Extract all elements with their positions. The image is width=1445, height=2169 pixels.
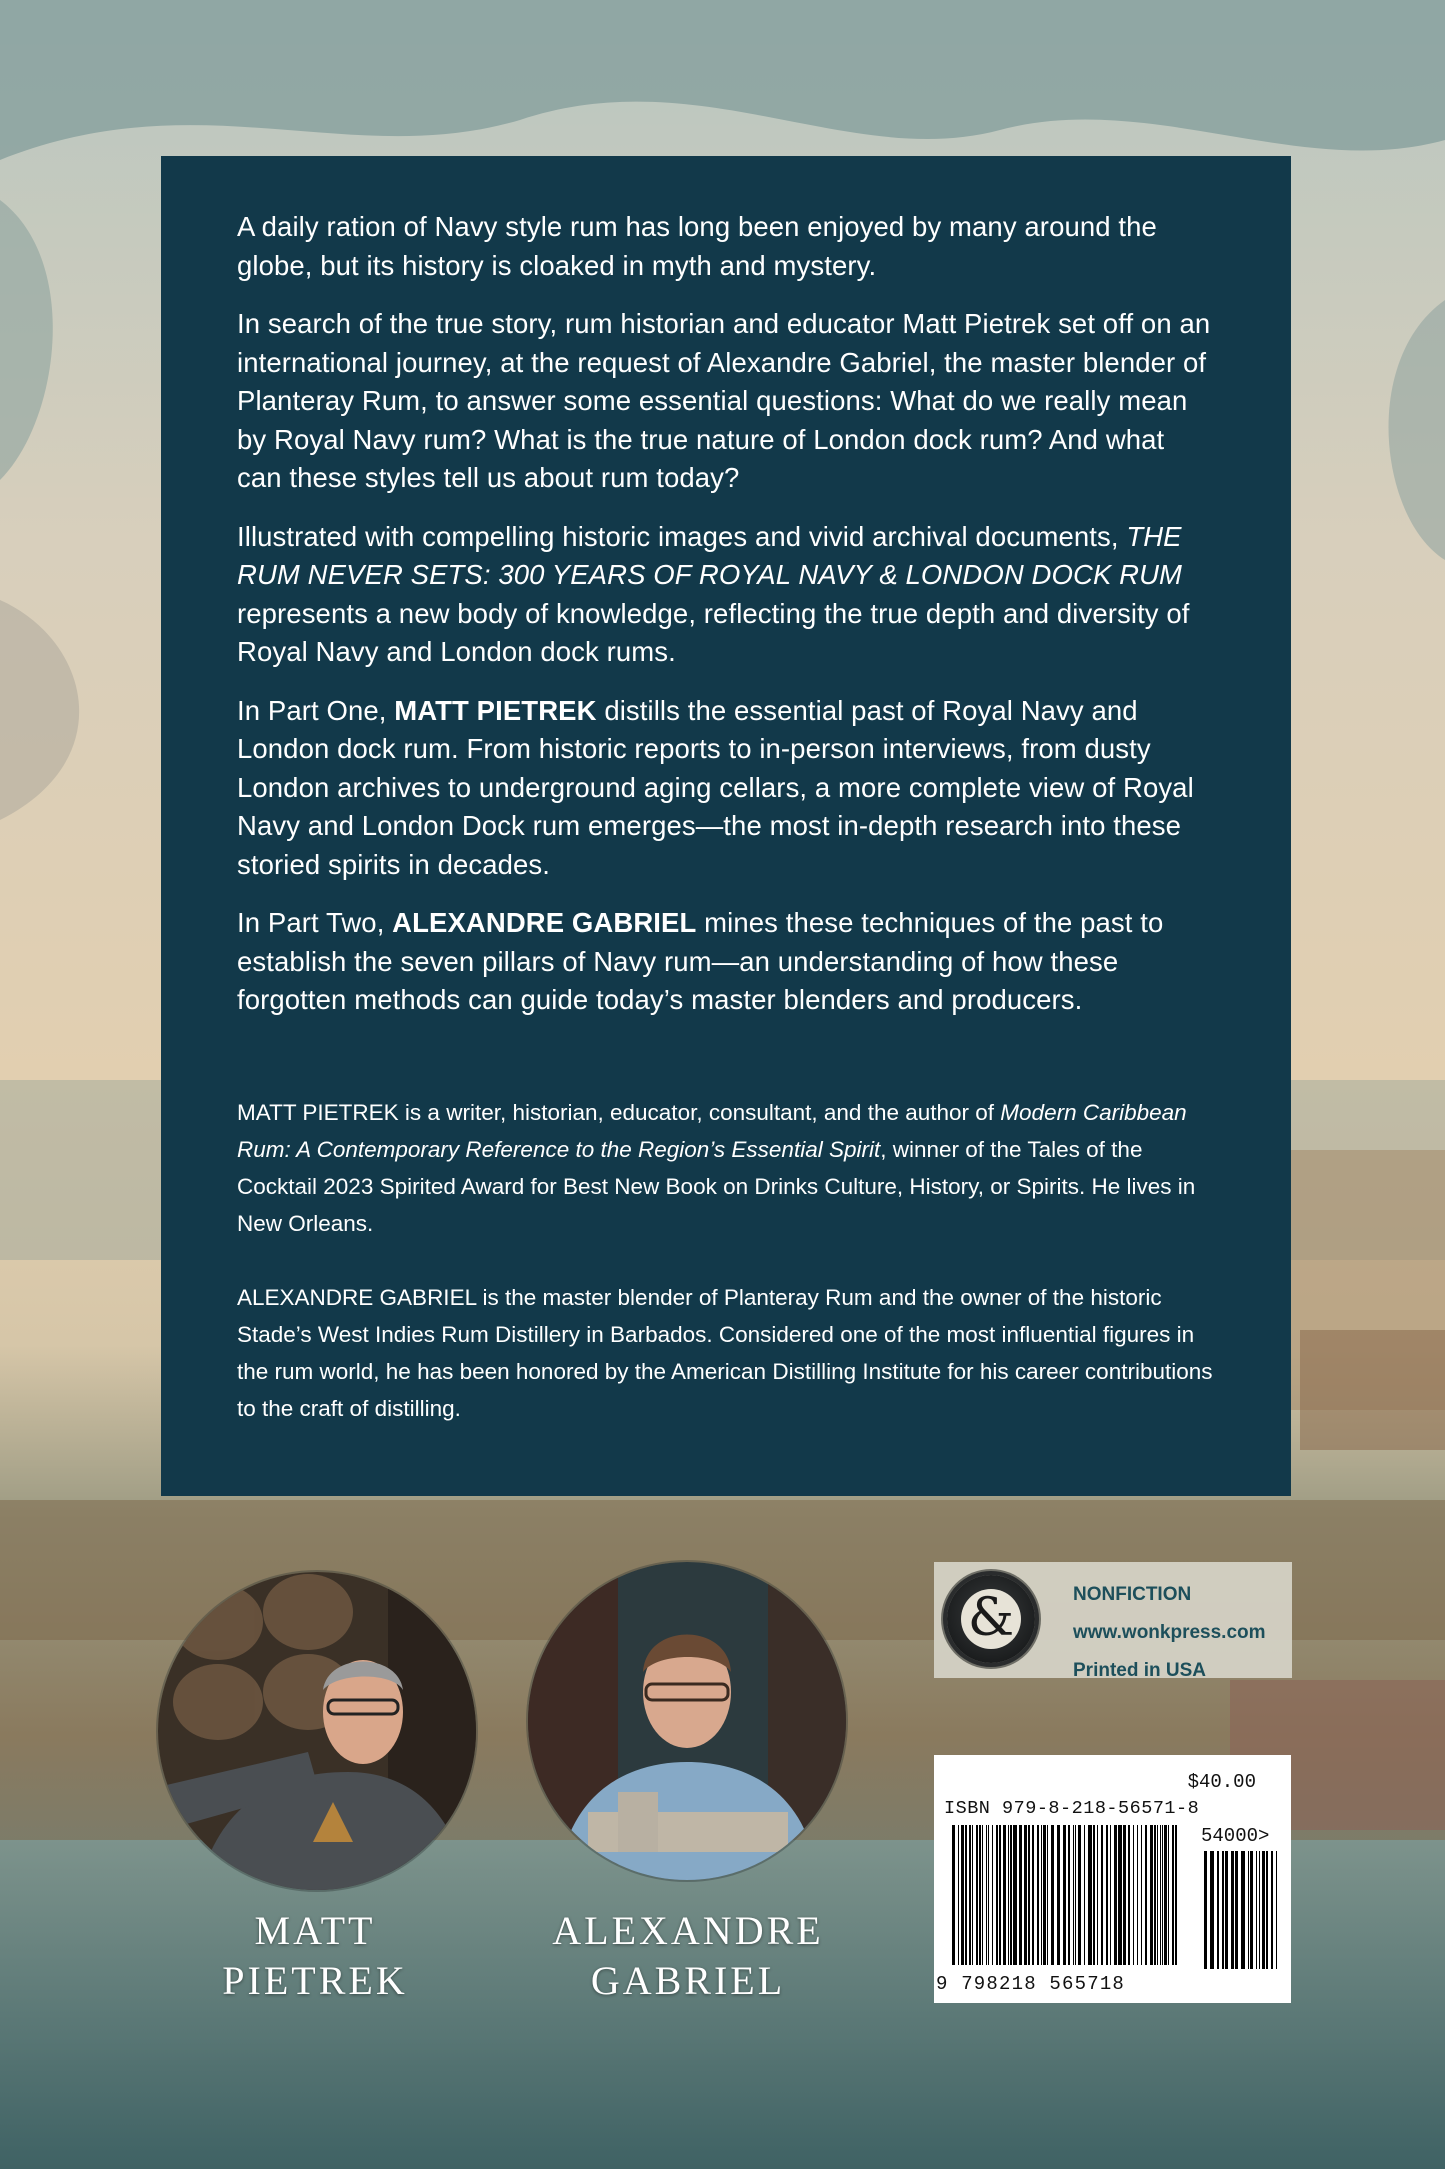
description-text-run: represents a new body of knowledge, reflecting the true depth and diversity of Royal Navy and London dock rums. xyxy=(237,597,1190,667)
barcode-bar xyxy=(1172,1825,1174,1965)
description-paragraph xyxy=(237,208,1214,285)
barcode-bar xyxy=(952,1825,955,1965)
description-text-run: In Part One, xyxy=(237,694,395,726)
barcode-bar xyxy=(1204,1851,1207,1969)
description-text-run: In search of the true story, rum historian and educator Matt Pietrek set off on an international journey, at the request of Alexandre Gabriel, the master blender of Planteray Rum, to answer some essential questions: What do we really mean by Royal Navy rum? What is the true nature of London dock rum? And what can these styles tell us about rum today? xyxy=(237,308,1211,493)
price: $40.00 xyxy=(1187,1771,1256,1793)
barcode-bar xyxy=(1266,1851,1268,1969)
price-addon-code: 54000> xyxy=(1201,1825,1270,1847)
barcode-bar xyxy=(999,1825,1001,1965)
barcode-bar xyxy=(1256,1851,1257,1969)
alexandre-gabriel-photo xyxy=(528,1562,846,1880)
ean-digits: 9 798218 565718 xyxy=(936,1973,1126,1995)
barcode-bar xyxy=(1248,1851,1249,1969)
barcode-bar xyxy=(1093,1825,1095,1965)
barcode-bar xyxy=(1008,1825,1009,1965)
addon-barcode xyxy=(1204,1851,1279,1975)
barcode-bar xyxy=(1231,1851,1234,1969)
barcode-bar xyxy=(1175,1825,1177,1965)
matt-pietrek-name xyxy=(160,1906,470,2006)
barcode-bar xyxy=(1106,1825,1108,1965)
barcode-bar xyxy=(1003,1825,1006,1965)
printed-label: Printed in USA xyxy=(1073,1660,1207,1681)
bio-paragraph xyxy=(237,1279,1214,1427)
description-text-run: MATT PIETREK xyxy=(394,694,597,726)
barcode-box xyxy=(934,1755,1291,2003)
author-bios xyxy=(237,1094,1214,1427)
bio-text-run: , winner of the Tales of the Cocktail 2023 Spirited Award for Best New Book on Drinks Culture, History, or Spirits. He lives in New Orleans. xyxy=(237,1136,1196,1236)
barcode-bar xyxy=(1114,1825,1117,1965)
barcode-bar xyxy=(961,1825,964,1965)
barcode-bar xyxy=(958,1825,959,1965)
barcode-bar xyxy=(1259,1851,1260,1969)
barcode-bar xyxy=(1137,1825,1138,1965)
barcode-bar xyxy=(1057,1825,1060,1965)
bio-paragraph xyxy=(237,1094,1214,1242)
barcode-bar xyxy=(1010,1825,1012,1965)
genre-label: NONFICTION xyxy=(1073,1584,1192,1605)
barcode-bar xyxy=(1013,1825,1017,1965)
publisher-website: www.wonkpress.com xyxy=(1073,1622,1266,1643)
description-text-run: mines these techniques of the past to establish the seven pillars of Navy rum—an understanding of how these forgotten methods can guide today’s master blenders and producers. xyxy=(237,907,1164,1015)
barcode-bar xyxy=(1084,1825,1085,1965)
barcode-bar xyxy=(1276,1851,1277,1969)
matt-pietrek-photo xyxy=(158,1572,476,1890)
barcode-bar xyxy=(1235,1851,1238,1969)
barcode-bar xyxy=(1162,1825,1163,1965)
logo-glyph: & xyxy=(967,1588,1015,1648)
book-description xyxy=(237,208,1214,1020)
barcode-bar xyxy=(976,1825,978,1965)
barcode-bar xyxy=(1241,1851,1245,1969)
barcode-bar xyxy=(1051,1825,1054,1965)
barcode-bar xyxy=(1118,1825,1122,1965)
barcode-bar xyxy=(1217,1851,1219,1969)
barcode-bar xyxy=(1043,1825,1046,1965)
barcode-bar xyxy=(1150,1825,1153,1965)
barcode-bar xyxy=(1157,1825,1158,1965)
barcode-bar xyxy=(1250,1851,1253,1969)
barcode-bar xyxy=(1101,1825,1103,1965)
publisher-box xyxy=(934,1562,1292,1681)
isbn-number: ISBN 979-8-218-56571-8 xyxy=(944,1798,1200,1819)
barcode-bar xyxy=(1019,1825,1022,1965)
barcode-bar xyxy=(1160,1825,1161,1965)
author-name-line: ALEXANDRE xyxy=(552,1908,824,1953)
barcode-bar xyxy=(1078,1825,1081,1965)
description-panel xyxy=(161,156,1291,1496)
barcode-bar xyxy=(972,1825,973,1965)
barcode-bar xyxy=(1037,1825,1039,1965)
bio-text-run: ALEXANDRE GABRIEL is the master blender of Planteray Rum and the owner of the historic Stade’s West Indies Rum Distillery in Barbados. Considered one of the most influential figures in the rum world, he has been honored by the American Distilling Institute for his career contributions to the craft of distilling. xyxy=(237,1284,1213,1421)
description-text-run: THE RUM NEVER SETS: 300 YEARS OF ROYAL NAVY & LONDON DOCK RUM xyxy=(237,520,1183,590)
author-name-line: GABRIEL xyxy=(590,1958,786,2003)
barcode-bar xyxy=(1063,1825,1066,1965)
barcode-bar xyxy=(979,1825,981,1965)
barcode-bar xyxy=(1222,1851,1224,1969)
barcode-bar xyxy=(965,1825,967,1965)
barcode-bar xyxy=(1128,1825,1130,1965)
barcode-bar xyxy=(1028,1825,1030,1965)
barcode-bar xyxy=(992,1825,993,1965)
barcode-bar xyxy=(1164,1825,1167,1965)
description-text-run: In Part Two, xyxy=(237,907,393,938)
description-text-run: distills the essential past of Royal Navy and London dock rum. From historic reports to in-person interviews, from dusty London archives to underground aging cellars, a more complete view of Royal Navy and London Dock rum emerges—the most in-depth research into these storied spirits in decades. xyxy=(237,694,1194,880)
barcode-bar xyxy=(1145,1825,1147,1965)
description-paragraph xyxy=(237,692,1214,885)
barcode-bar xyxy=(986,1825,987,1965)
barcode-bar xyxy=(982,1825,983,1965)
bio-text-run: Modern Caribbean Rum: A Contemporary Reference to the Region’s Essential Spirit xyxy=(237,1099,1187,1162)
barcode-bar xyxy=(996,1825,998,1965)
description-paragraph xyxy=(237,305,1214,498)
barcode-bar xyxy=(1024,1825,1027,1965)
barcode-bar xyxy=(1271,1851,1273,1969)
barcode-bar xyxy=(1210,1851,1214,1969)
barcode-bar xyxy=(1225,1851,1228,1969)
barcode-bar xyxy=(1041,1825,1042,1965)
description-paragraph xyxy=(237,518,1214,672)
description-text-run: Illustrated with compelling historic images and vivid archival documents, xyxy=(237,520,1127,552)
barcode-bar xyxy=(1047,1825,1048,1965)
barcode-bar xyxy=(1168,1825,1169,1965)
alexandre-gabriel-name xyxy=(528,1906,848,2006)
ean-barcode xyxy=(952,1825,1177,1975)
ampersand-logo-icon xyxy=(947,1575,1035,1663)
barcode-bar xyxy=(988,1825,989,1965)
description-text-run: ALEXANDRE GABRIEL xyxy=(392,907,697,938)
description-paragraph xyxy=(237,904,1214,1020)
barcode-bar xyxy=(1088,1825,1092,1965)
barcode-bar xyxy=(1154,1825,1156,1965)
barcode-bar xyxy=(1262,1851,1265,1969)
barcode-bar xyxy=(1032,1825,1034,1965)
bio-text-run: MATT PIETREK is a writer, historian, educator, consultant, and the author of xyxy=(237,1099,1001,1125)
description-text-run: A daily ration of Navy style rum has long been enjoyed by many around the globe, but its history is cloaked in myth and mystery. xyxy=(237,211,1157,281)
barcode-bar xyxy=(1141,1825,1142,1965)
barcode-bar xyxy=(1068,1825,1070,1965)
barcode-bar xyxy=(1075,1825,1076,1965)
barcode-bar xyxy=(1097,1825,1098,1965)
author-name-line: PIETREK xyxy=(222,1958,408,2003)
author-name-line: MATT xyxy=(254,1908,376,1953)
barcode-bar xyxy=(969,1825,971,1965)
barcode-bar xyxy=(1073,1825,1074,1965)
barcode-bar xyxy=(1123,1825,1126,1965)
barcode-bar xyxy=(1133,1825,1134,1965)
barcode-bar xyxy=(1110,1825,1111,1965)
